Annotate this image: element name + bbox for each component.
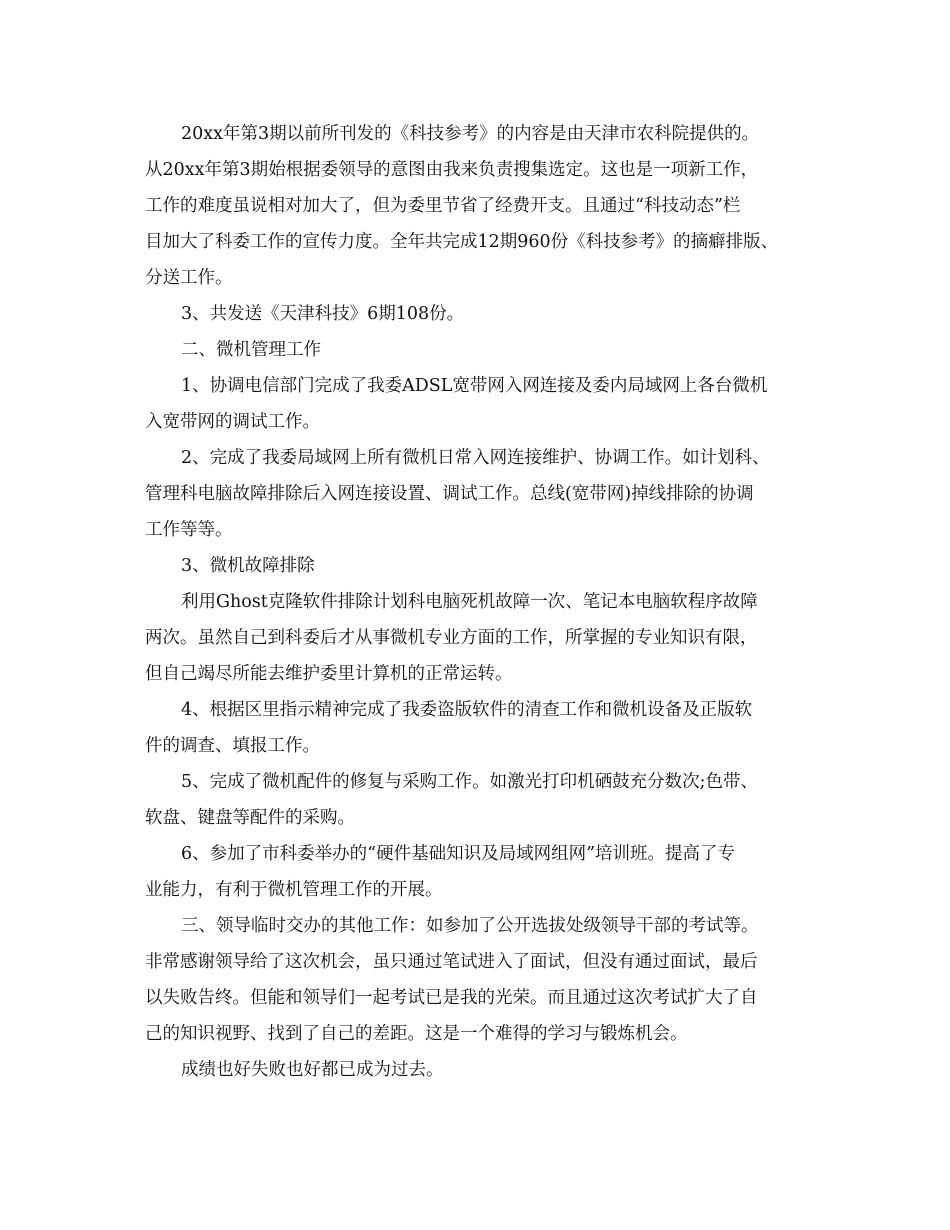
text-line: 业能力，有利于微机管理工作的开展。 — [145, 880, 443, 900]
text-line: 利用Ghost克隆软件排除计划科电脑死机故障一次、笔记本电脑软程序故障 — [181, 592, 758, 612]
text-line: 4、根据区里指示精神完成了我委盗版软件的清查工作和微机设备及正版软 — [181, 700, 753, 720]
text-line: 2、完成了我委局域网上所有微机日常入网连接维护、协调工作。如计划科、 — [181, 448, 770, 468]
text-line: 20xx年第3期以前所刊发的《科技参考》的内容是由天津市农科院提供的。 — [181, 124, 760, 144]
text-line: 工作等等。 — [145, 520, 233, 540]
text-line: 1、协调电信部门完成了我委ADSL宽带网入网连接及委内局域网上各台微机 — [181, 376, 768, 396]
text-line: 但自己竭尽所能去维护委里计算机的正常运转。 — [145, 664, 513, 684]
section-heading: 三、领导临时交办的其他工作：如参加了公开选拔处级领导干部的考试等。 — [181, 916, 759, 936]
text-line: 入宽带网的调试工作。 — [145, 412, 320, 432]
text-line: 己的知识视野、找到了自己的差距。这是一个难得的学习与锻炼机会。 — [145, 1024, 688, 1044]
text-line: 两次。虽然自己到科委后才从事微机专业方面的工作，所掌握的专业知识有限， — [145, 628, 758, 648]
text-line: 5、完成了微机配件的修复与采购工作。如激光打印机硒鼓充分数次;色带、 — [181, 772, 759, 792]
text-line: 软盘、键盘等配件的采购。 — [145, 808, 355, 828]
text-line: 目加大了科委工作的宣传力度。全年共完成12期960份《科技参考》的摘癖排版、 — [145, 232, 779, 252]
text-line: 非常感谢领导给了这次机会，虽只通过笔试进入了面试，但没有通过面试，最后 — [145, 952, 758, 972]
subsection-heading: 3、微机故障排除 — [181, 556, 315, 576]
text-line: 从20xx年第3期始根据委领导的意图由我来负责搜集选定。这也是一项新工作， — [145, 160, 759, 180]
document-body — [145, 116, 815, 1088]
section-heading: 二、微机管理工作 — [181, 340, 321, 360]
text-line: 工作的难度虽说相对加大了，但为委里节省了经费开支。且通过“科技动态”栏 — [145, 196, 741, 216]
text-line: 件的调查、填报工作。 — [145, 736, 320, 756]
text-line: 分送工作。 — [145, 268, 233, 288]
text-line: 3、共发送《天津科技》6期108份。 — [181, 304, 465, 324]
text-line: 6、参加了市科委举办的“硬件基础知识及局域网组网”培训班。提高了专 — [181, 844, 736, 864]
text-line: 成绩也好失败也好都已成为过去。 — [181, 1060, 444, 1080]
text-line: 以失败告终。但能和领导们一起考试已是我的光荣。而且通过这次考试扩大了自 — [145, 988, 758, 1008]
text-line: 管理科电脑故障排除后入网连接设置、调试工作。总线(宽带网)掉线排除的协调 — [145, 484, 754, 504]
